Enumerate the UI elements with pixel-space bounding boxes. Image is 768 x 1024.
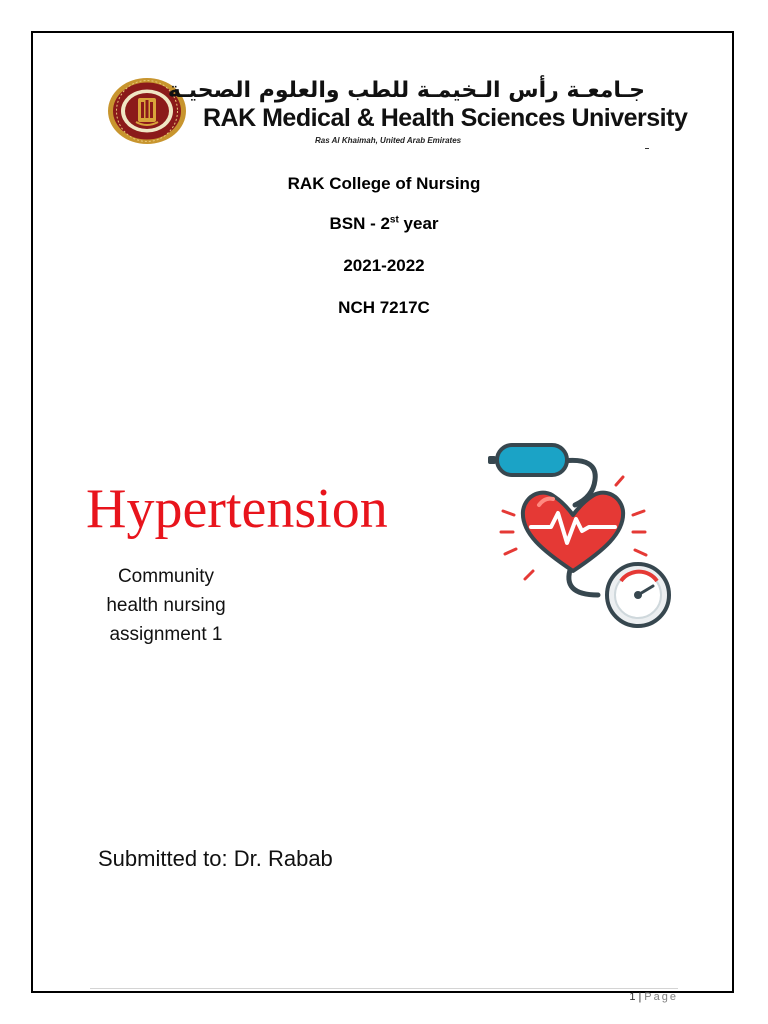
document-subtitle (88, 562, 244, 649)
program-label: BSN - 2 (329, 214, 390, 233)
program-suffix: year (398, 214, 439, 233)
document-title: Hypertension (86, 478, 388, 540)
college-name: RAK College of Nursing (287, 174, 481, 193)
page-number: 1 (629, 991, 636, 1003)
page-label: Page (644, 991, 678, 1003)
page-separator: | (638, 991, 642, 1003)
blood-pressure-heart-icon (483, 435, 683, 635)
academic-session: 2021-2022 (343, 256, 425, 275)
university-logo (105, 76, 688, 146)
logo-mark (645, 148, 649, 149)
submitted-to: Submitted to: Dr. Rabab (98, 846, 333, 871)
subtitle-line-2: health nursing (106, 595, 226, 616)
university-location: Ras Al Khaimah, United Arab Emirates (315, 136, 462, 145)
program-ordinal: st (389, 214, 399, 226)
course-code: NCH 7217C (338, 298, 430, 317)
footer-divider (90, 988, 678, 989)
subtitle-line-3: assignment 1 (109, 624, 223, 645)
subtitle-line-1: Community (117, 566, 215, 587)
page-footer (629, 991, 678, 1003)
program-year (0, 214, 768, 234)
university-name-arabic: جـامعـة رأس الـخيمـة للطب والعلوم الصحيـة (167, 78, 645, 103)
university-name-english: RAK Medical & Health Sciences University (203, 104, 688, 132)
